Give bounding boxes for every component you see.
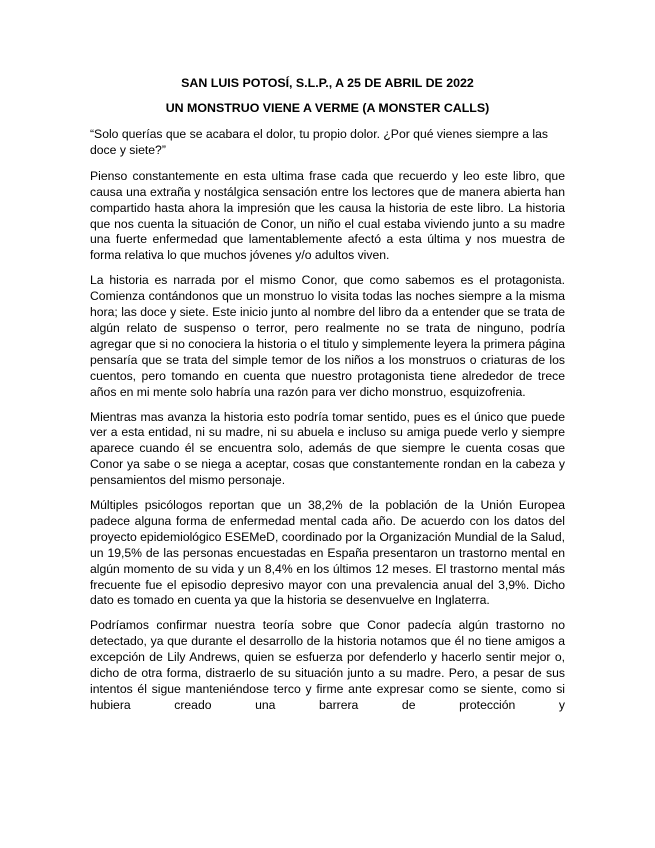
paragraph-5: Podríamos confirmar nuestra teoría sobre que Conor padecía algún trastorno no detectado, ya que durante el desarrollo de la historia notamos que él no tiene amigos a excepción de Lily Andrews, quien se esfuerza por defenderlo y hacerlo sentir mejor o, dicho de otra forma, distraerlo de su situación junto a su madre. Pero, a pesar de sus intentos él sigue manteniéndose terco y firme ante expresar como se siente, como si hubiera creado una barrera de protección y [90,618,565,712]
document-title: UN MONSTRUO VIENE A VERME (A MONSTER CALLS) [165,101,490,115]
document-page [90,76,565,723]
paragraph-3: Mientras mas avanza la historia esto podría tomar sentido, pues es el único que puede ver a esta entidad, ni su madre, ni su abuela e incluso su amiga puede verlo y siempre aparece cuando él se encuentra solo, además de que siempre le cuenta cosas que Conor ya sabe o se niega a aceptar, cosas que constantemente rondan en la cabeza y pensamientos del mismo personaje. [90,409,565,488]
paragraph-1: Pienso constantemente en esta ultima frase cada que recuerdo y leo este libro, que causa una extraña y nostálgica sensación entre los lectores que de manera abierta han compartido hasta ahora la impresión que les causa la historia de este libro. La historia que nos cuenta la situación de Conor, un niño el cual estaba viviendo junto a su madre una fuerte enfermedad que lamentablemente afectó a esta última y nos muestra de forma relativa lo que muchos jóvenes y/o adultos viven. [90,168,565,263]
paragraph-2: La historia es narrada por el mismo Conor, que como sabemos es el protagonista. Comienza contándonos que un monstruo lo visita todas las noches siempre a la misma hora; las doce y siete. Este inicio junto al nombre del libro da a entender que se trata de algún relato de suspenso o terror, pero realmente no se trata de ninguno, podría agregar que si no conociera la historia o el titulo y simplemente leyera la primera página pensaría que se trata del simple temor de los niños a los monstruos o criaturas de los cuentos, pero tomando en cuenta que nuestro protagonista tiene alrededor de trece años en mi mente solo habría una razón para ver dicho monstruo, esquizofrenia. [90,273,565,399]
opening-quote: “Solo querías que se acabara el dolor, tu propio dolor. ¿Por qué vienes siempre a las doce y siete?” [90,127,548,157]
paragraph-4: Múltiples psicólogos reportan que un 38,2% de la población de la Unión Europea padece alguna forma de enfermedad mental cada año. De acuerdo con los datos del proyecto epidemiológico ESEMeD, coordinado por la Organización Mundial de la Salud, un 19,5% de las personas encuestadas en España presentaron un trastorno mental en algún momento de su vida y un 8,4% en los últimos 12 meses. El trastorno mental más frecuente fue el episodio depresivo mayor con una prevalencia anual del 3,9%. Dicho dato es tomado en cuenta ya que la historia se desenvuelve en Inglaterra. [90,498,565,608]
date-line: SAN LUIS POTOSÍ, S.L.P., A 25 DE ABRIL DE 2022 [181,76,474,90]
